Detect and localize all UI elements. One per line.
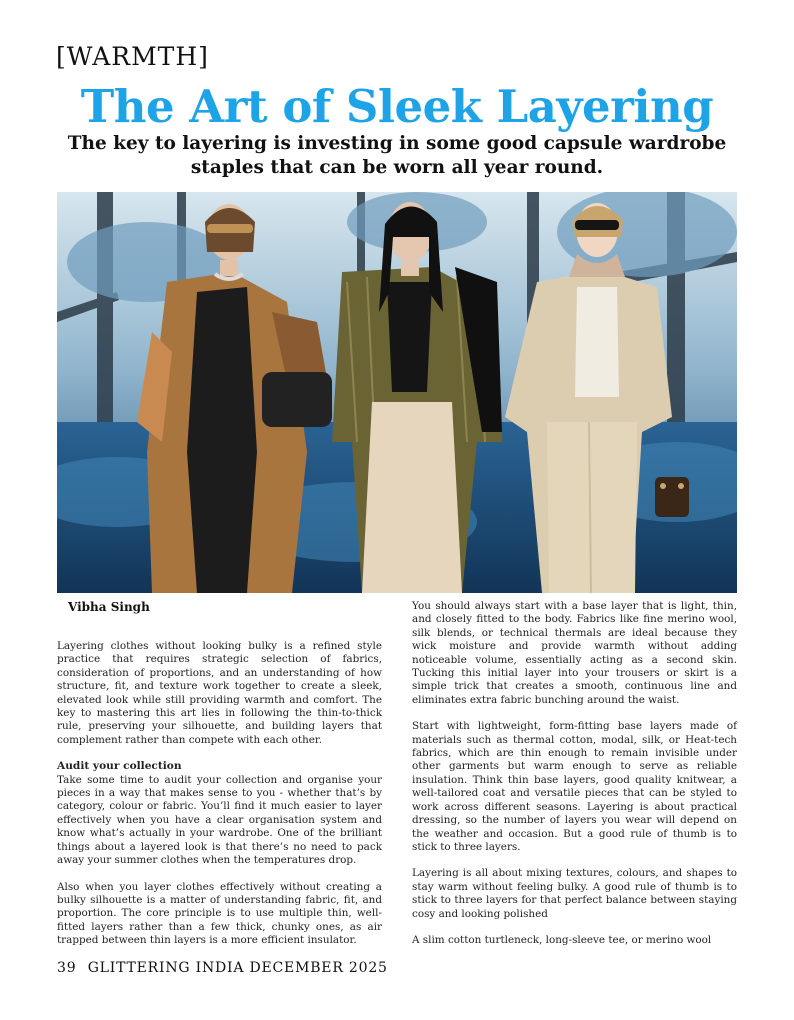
body-column-left	[57, 640, 382, 961]
author-byline: Vibha Singh	[68, 600, 150, 614]
body-paragraph: A slim cotton turtleneck, long-sleeve tee, or merino wool	[412, 933, 712, 946]
page-number: 39	[57, 960, 77, 976]
subheading: Audit your collection	[57, 760, 182, 773]
body-column-right	[412, 600, 737, 960]
body-paragraph: Layering is all about mixing textures, colours, and shapes to stay warm without feeling bulky. A good rule of thumb is to stick to three layers for that perfect balance between staying cosy and looking polished	[412, 867, 737, 920]
body-paragraph: Also when you layer clothes effectively without creating a bulky silhouette is a matter of understanding fabric, fit, and proportion. The core principle is to use multiple thin, well-fitted layers rather than a few thick, chunky ones, as air trapped between thin layers is a more efficient insulator.	[57, 880, 382, 947]
publication-name: GLITTERING INDIA DECEMBER 2025	[87, 960, 388, 976]
body-paragraph: Layering clothes without looking bulky is a refined style practice that requires strategic selection of fabrics, consideration of proportions, and an understanding of how structure, fit, and texture work together to create a sleek, elevated look while still providing warmth and comfort. The key to mastering this art lies in following the thin-to-thick rule, preserving your silhouette, and building layers that complement rather than compete with each other.	[57, 640, 382, 746]
article-title: The Art of Sleek Layering	[80, 80, 714, 133]
page-footer	[57, 960, 388, 976]
hero-photo	[57, 192, 737, 593]
section-tag: [WARMTH]	[56, 42, 209, 71]
body-paragraph: You should always start with a base layer that is light, thin, and closely fitted to the body. Fabrics like fine merino wool, silk blends, or technical thermals are ideal because they wick moisture and provide warmth without adding noticeable volume, essentially acting as a second skin. Tucking this initial layer into your trousers or skirt is a simple trick that creates a smooth, continuous line and eliminates extra fabric bunching around the waist.	[412, 600, 737, 706]
article-standfirst: The key to layering is investing in some good capsule wardrobe staples that can be worn all year round.	[67, 133, 727, 178]
body-paragraph: Start with lightweight, form-fitting base layers made of materials such as thermal cotton, modal, silk, or Heat-tech fabrics, which are thin enough to remain invisible under other garments but warm enough to serve as reliable insulation. Think thin base layers, good quality knitwear, a well-tailored coat and versatile pieces that can be styled to work across different seasons. Layering is about practical dressing, so the number of layers you wear will depend on the weather and occasion. But a good rule of thumb is to stick to three layers.	[412, 720, 737, 853]
body-paragraph: Take some time to audit your collection and organise your pieces in a way that makes sense to you - whether that’s by category, colour or fabric. You’ll find it much easier to layer effectively when you have a clear organisation system and know what’s actually in your wardrobe. One of the brilliant things about a layered look is that there’s no need to pack away your summer clothes when the temperatures drop.	[57, 773, 382, 867]
